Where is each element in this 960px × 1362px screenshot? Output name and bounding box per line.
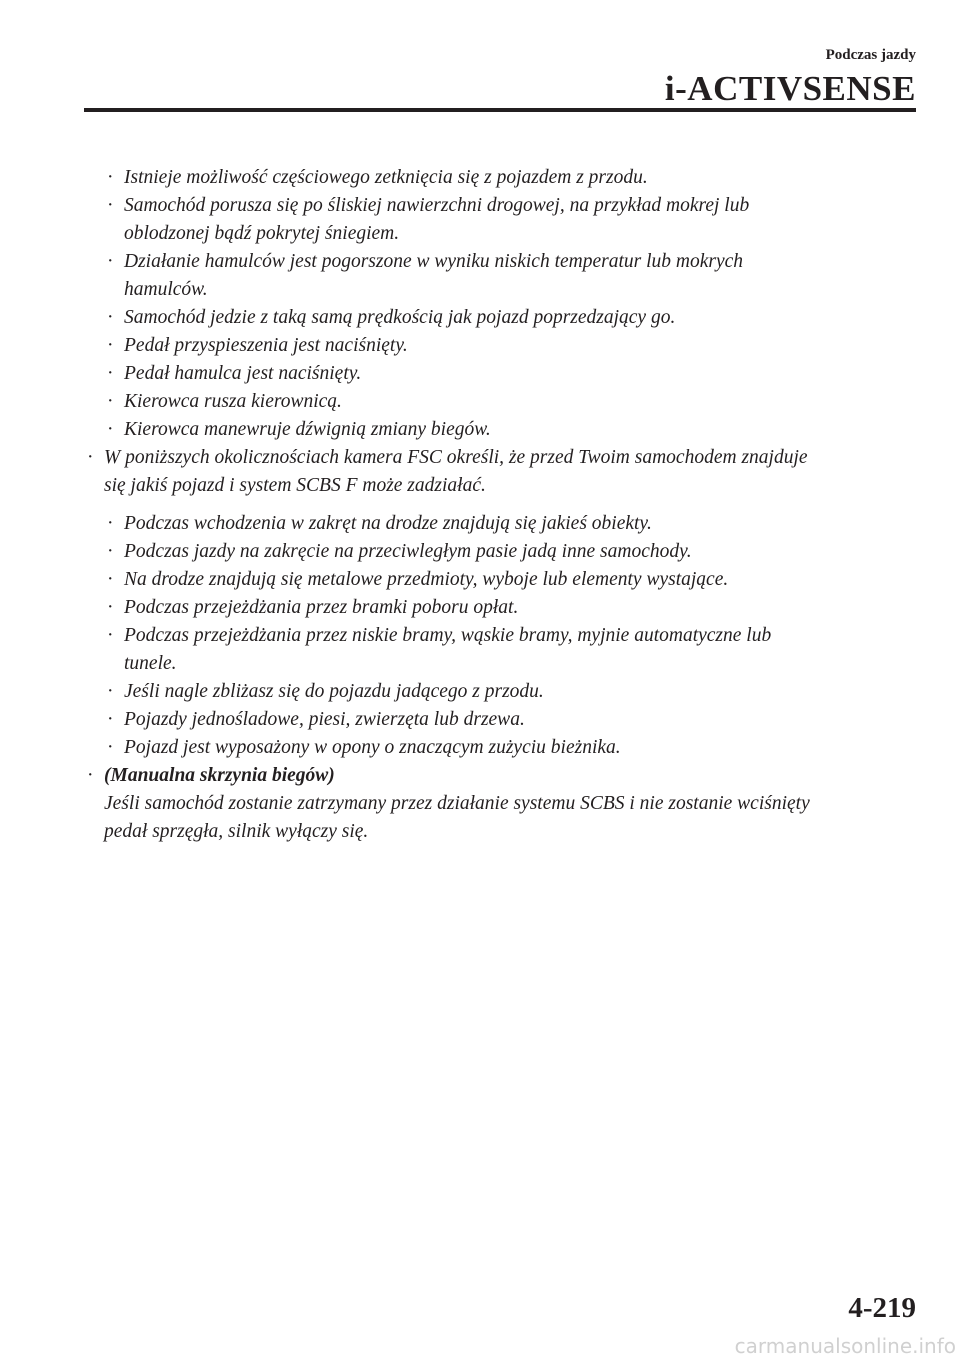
list-item-line: Pojazd jest wyposażony w opony o znaczącym zużyciu bieżnika. — [124, 737, 621, 758]
list-item — [84, 416, 918, 444]
bullet-icon: · — [87, 765, 94, 786]
list-item-line: Kierowca rusza kierownicą. — [124, 391, 342, 412]
list-item — [84, 164, 918, 192]
spacer — [84, 500, 918, 510]
bullet-icon: · — [107, 335, 114, 356]
bullet-icon: · — [107, 195, 114, 216]
bullet-icon: · — [107, 569, 114, 590]
list-item — [84, 734, 918, 762]
list-item — [84, 332, 918, 360]
list-item-line: Podczas jazdy na zakręcie na przeciwległym pasie jadą inne samochody. — [124, 541, 692, 562]
list-item-line: Samochód porusza się po śliskiej nawierzchni drogowej, na przykład mokrej lub — [124, 195, 750, 216]
list-item-line: Istnieje możliwość częściowego zetknięcia się z pojazdem z przodu. — [124, 167, 648, 188]
watermark: carmanualsonline.info — [734, 1334, 956, 1358]
list-item-line: Podczas przejeżdżania przez niskie bramy, wąskie bramy, myjnie automatyczne lub — [124, 625, 772, 646]
bullet-icon: · — [107, 307, 114, 328]
list-item-line: hamulców. — [124, 279, 208, 300]
list-item-line: Podczas przejeżdżania przez bramki poboru opłat. — [124, 597, 519, 618]
header-rule — [84, 108, 916, 112]
list-item-line: pedał sprzęgła, silnik wyłączy się. — [104, 821, 369, 842]
bullet-icon: · — [107, 597, 114, 618]
list-item — [84, 566, 918, 594]
bullet-icon: · — [107, 737, 114, 758]
list-item — [84, 622, 918, 678]
list-item — [84, 594, 918, 622]
list-item — [84, 510, 918, 538]
list-item-line: Jeśli nagle zbliżasz się do pojazdu jadącego z przodu. — [124, 681, 544, 702]
list-item-line: Podczas wchodzenia w zakręt na drodze znajdują się jakieś obiekty. — [124, 513, 652, 534]
chapter-title: i-ACTIVSENSE — [664, 69, 916, 108]
list-item-line: oblodzonej bądź pokrytej śniegiem. — [124, 223, 400, 244]
bullet-icon: · — [107, 167, 114, 188]
bullet-icon: · — [107, 681, 114, 702]
list-item — [84, 388, 918, 416]
page-header — [665, 46, 916, 108]
list-item — [84, 762, 918, 846]
list-item — [84, 538, 918, 566]
bullet-icon: · — [87, 447, 94, 468]
bullet-icon: · — [107, 541, 114, 562]
list-item — [84, 360, 918, 388]
list-item-line: się jakiś pojazd i system SCBS F może zadziałać. — [104, 475, 486, 496]
list-item — [84, 304, 918, 332]
bullet-icon: · — [107, 625, 114, 646]
list-item-line: Jeśli samochód zostanie zatrzymany przez działanie systemu SCBS i nie zostanie wciśnięty — [104, 793, 810, 814]
list-item-line: W poniższych okolicznościach kamera FSC określi, że przed Twoim samochodem znajduje — [104, 447, 808, 468]
bullet-icon: · — [107, 391, 114, 412]
list-item-line: Pojazdy jednośladowe, piesi, zwierzęta lub drzewa. — [124, 709, 525, 730]
list-item-line: tunele. — [124, 653, 177, 674]
list-item — [84, 192, 918, 248]
page-number: 4-219 — [848, 1292, 916, 1324]
bullet-icon: · — [107, 709, 114, 730]
list-item — [84, 678, 918, 706]
bullet-icon: · — [107, 363, 114, 384]
list-item — [84, 444, 918, 500]
list-item-line: Pedał przyspieszenia jest naciśnięty. — [124, 335, 408, 356]
list-item-heading: (Manualna skrzynia biegów) — [104, 765, 335, 786]
section-label: Podczas jazdy — [825, 47, 916, 63]
list-item — [84, 248, 918, 304]
bullet-icon: · — [107, 513, 114, 534]
list-item-line: Pedał hamulca jest naciśnięty. — [124, 363, 362, 384]
list-item-line: Działanie hamulców jest pogorszone w wyniku niskich temperatur lub mokrych — [124, 251, 744, 272]
list-item-line: Kierowca manewruje dźwignią zmiany biegów. — [124, 419, 491, 440]
list-item — [84, 706, 918, 734]
bullet-icon: · — [107, 419, 114, 440]
page-content — [84, 164, 918, 846]
bullet-icon: · — [107, 251, 114, 272]
list-item-line: Samochód jedzie z taką samą prędkością jak pojazd poprzedzający go. — [124, 307, 676, 328]
list-item-line: Na drodze znajdują się metalowe przedmioty, wyboje lub elementy wystające. — [124, 569, 729, 590]
